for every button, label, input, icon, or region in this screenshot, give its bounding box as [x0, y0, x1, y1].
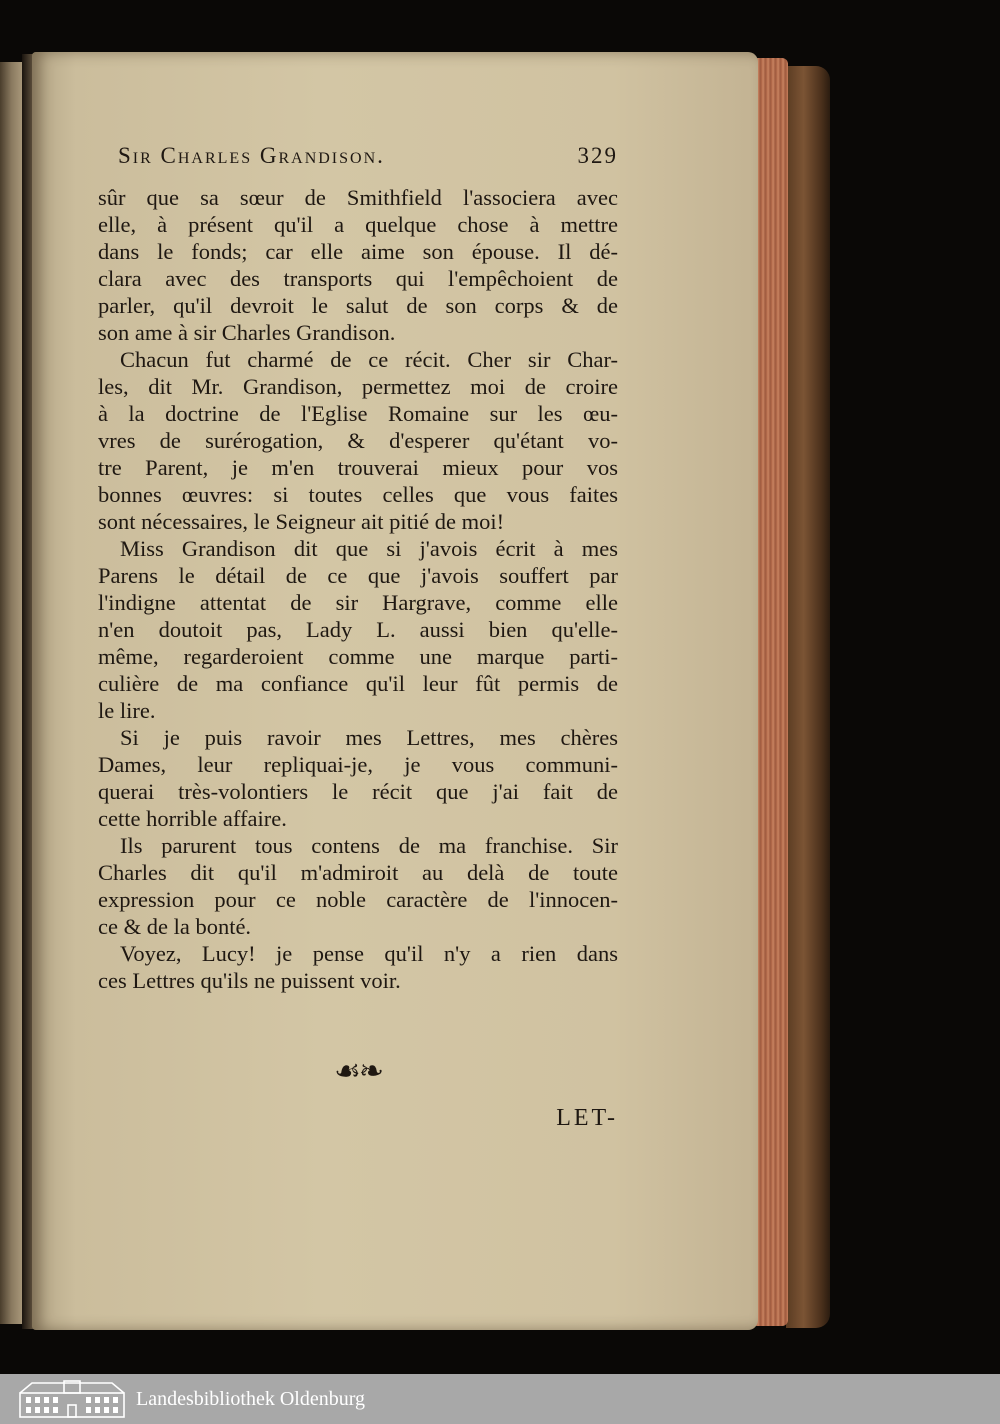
page-text [98, 142, 618, 1132]
text-line: son ame à sir Charles Grandison. [98, 320, 396, 345]
text-line: Charles dit qu'il m'admiroit au delà de toute [98, 860, 618, 885]
library-building-icon [18, 1379, 126, 1419]
text-line: Chacun fut charmé de ce récit. Cher sir Char- [120, 347, 618, 372]
text-line: vres de surérogation, & d'esperer qu'étant vo- [98, 428, 618, 453]
text-line: n'en doutoit pas, Lady L. aussi bien qu'elle- [98, 617, 618, 642]
text-line: ce & de la bonté. [98, 914, 252, 939]
text-line: ces Lettres qu'ils ne puissent voir. [98, 968, 401, 993]
text-line: expression pour ce noble caractère de l'innocen- [98, 887, 618, 912]
text-line: Miss Grandison dit que si j'avois écrit à mes [120, 536, 618, 561]
text-line: l'indigne attentat de sir Hargrave, comme elle [98, 590, 618, 615]
text-line: bonnes œuvres: si toutes celles que vous faites [98, 482, 618, 507]
running-head-title: Sir Charles Grandison. [118, 143, 385, 168]
text-line: les, dit Mr. Grandison, permettez moi de croire [98, 374, 618, 399]
text-line: Si je puis ravoir mes Lettres, mes chères [120, 725, 618, 750]
text-line: même, regarderoient comme une marque parti- [98, 644, 618, 669]
catchword: LET- [556, 1105, 618, 1131]
text-line: tre Parent, je m'en trouverai mieux pour vos [98, 455, 618, 480]
text-line: à la doctrine de l'Eglise Romaine sur les œu- [98, 401, 618, 426]
text-line: clara avec des transports qui l'empêchoient de [98, 266, 618, 291]
text-line: Voyez, Lucy! je pense qu'il n'y a rien dans [120, 941, 618, 966]
ornament-fleuron: ☙❧ [333, 1055, 383, 1088]
text-line: sont nécessaires, le Seigneur ait pitié de moi! [98, 509, 505, 534]
text-line: Dames, leur repliquai-je, je vous communi- [98, 752, 618, 777]
text-line: Ils parurent tous contens de ma franchise. Sir [120, 833, 618, 858]
book-cover-edge [786, 66, 830, 1328]
text-line: Parens le détail de ce que j'avois souffert par [98, 563, 618, 588]
text-line: parler, qu'il devroit le salut de son corps & de [98, 293, 618, 318]
text-line: culière de ma confiance qu'il leur fût permis de [98, 671, 618, 696]
text-line: cette horrible affaire. [98, 806, 287, 831]
library-name: Landesbibliothek Oldenburg [136, 1387, 366, 1410]
text-lines [98, 184, 618, 994]
page-number: 329 [577, 143, 618, 168]
text-line: le lire. [98, 698, 156, 723]
running-head [98, 142, 618, 184]
text-line: sûr que sa sœur de Smithfield l'associera avec [98, 185, 618, 210]
text-line: dans le fonds; car elle aime son épouse. Il dé- [98, 239, 618, 264]
footer-bar [0, 1374, 1000, 1424]
text-line: querai très-volontiers le récit que j'ai fait de [98, 779, 618, 804]
text-line: elle, à présent qu'il a quelque chose à mettre [98, 212, 618, 237]
